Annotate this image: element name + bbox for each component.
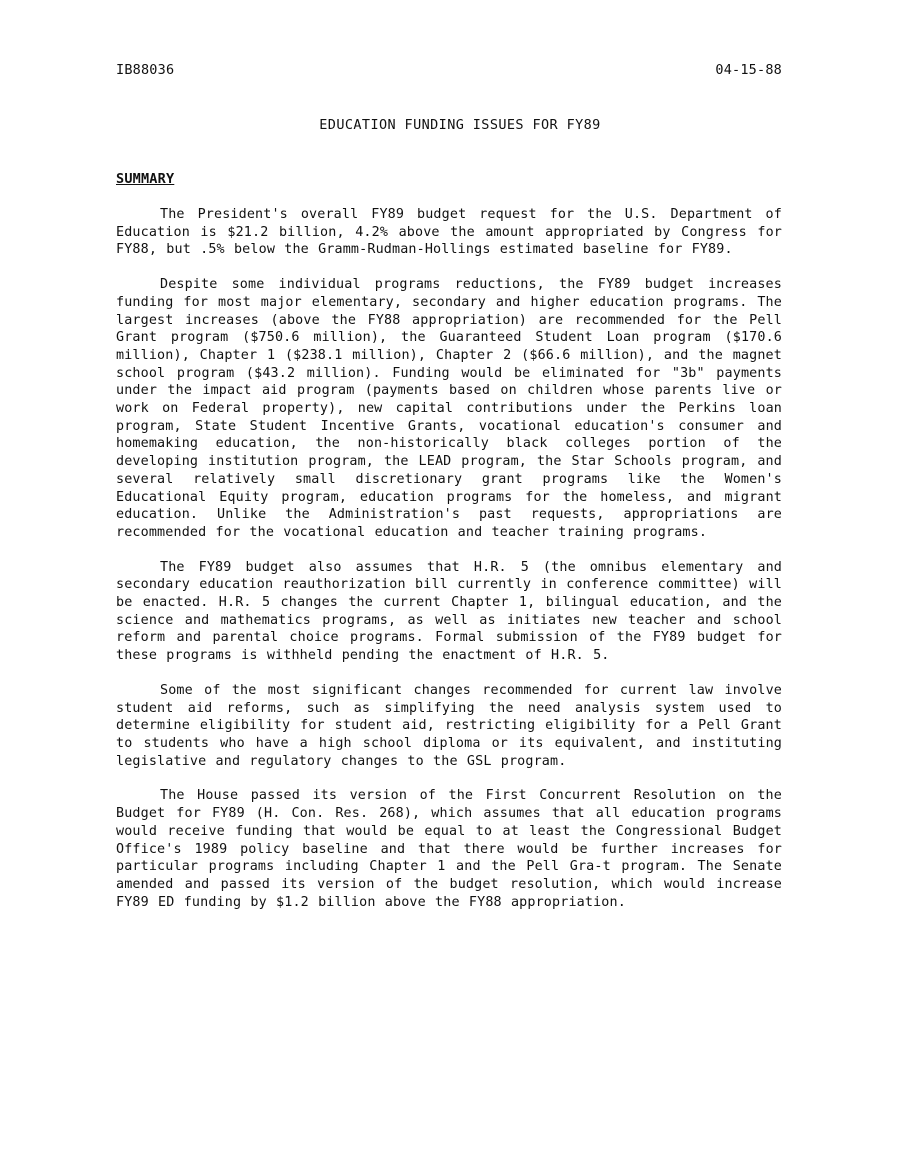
report-id: IB88036 (116, 62, 175, 78)
paragraph: The House passed its version of the First Concurrent Resolution on the Budget for FY89 (H. Con. Res. 268), which assumes that all education programs would receive funding that would be equal to at least the Congressional Budget Office's 1989 policy baseline and that there would be further increases for particular programs including Chapter 1 and the Pell Gra‐t program. The Senate amended and passed its version of the budget resolution, which would increase FY89 ED funding by $1.2 billion above the FY88 appropriation. (116, 788, 782, 910)
report-date: 04-15-88 (715, 62, 782, 78)
document-title: EDUCATION FUNDING ISSUES FOR FY89 (319, 117, 601, 133)
section-heading-summary: SUMMARY (116, 171, 175, 187)
paragraph: The President's overall FY89 budget request for the U.S. Department of Education is $21.2 billion, 4.2% above the amount appropriated by Congress for FY88, but .5% below the Gramm-Rudman-Hollings estimated baseline for FY89. (116, 207, 782, 258)
paragraph: Despite some individual programs reductions, the FY89 budget increases funding for most major elementary, secondary and higher education programs. The largest increases (above the FY88 appropriation) are recommended for the Pell Grant program ($750.6 million), the Guaranteed Student Loan program ($170.6 million), Chapter 1 ($238.1 million), Chapter 2 ($66.6 million), and the magnet school program ($43.2 million). Funding would be eliminated for "3b" payments under the impact aid program (payments based on children whose parents live or work on Federal property), new capital contributions under the Perkins loan program, State Student Incentive Grants, vocational education's consumer and homemaking education, the non-historically black colleges portion of the developing institution program, the LEAD program, the Star Schools program, and several relatively small discretionary grant programs like the Women's Educational Equity program, education programs for the homeless, and migrant education. Unlike the Administration's past requests, appropriations are recommended for the vocational education and teacher training programs. (116, 277, 782, 540)
paragraph: The FY89 budget also assumes that H.R. 5 (the omnibus elementary and secondary education reauthorization bill currently in conference committee) will be enacted. H.R. 5 changes the current Chapter 1, bilingual education, and the science and mathematics programs, as well as initiates new teacher and school reform and parental choice programs. Formal submission of the FY89 budget for these programs is withheld pending the enactment of H.R. 5. (116, 559, 782, 664)
summary-body (116, 206, 782, 928)
paragraph: Some of the most significant changes recommended for current law involve student aid reforms, such as simplifying the need analysis system used to determine eligibility for student aid, restricting eligibility for a Pell Grant to students who have a high school diploma or its equivalent, and instituting legislative and regulatory changes to the GSL program. (116, 682, 782, 769)
